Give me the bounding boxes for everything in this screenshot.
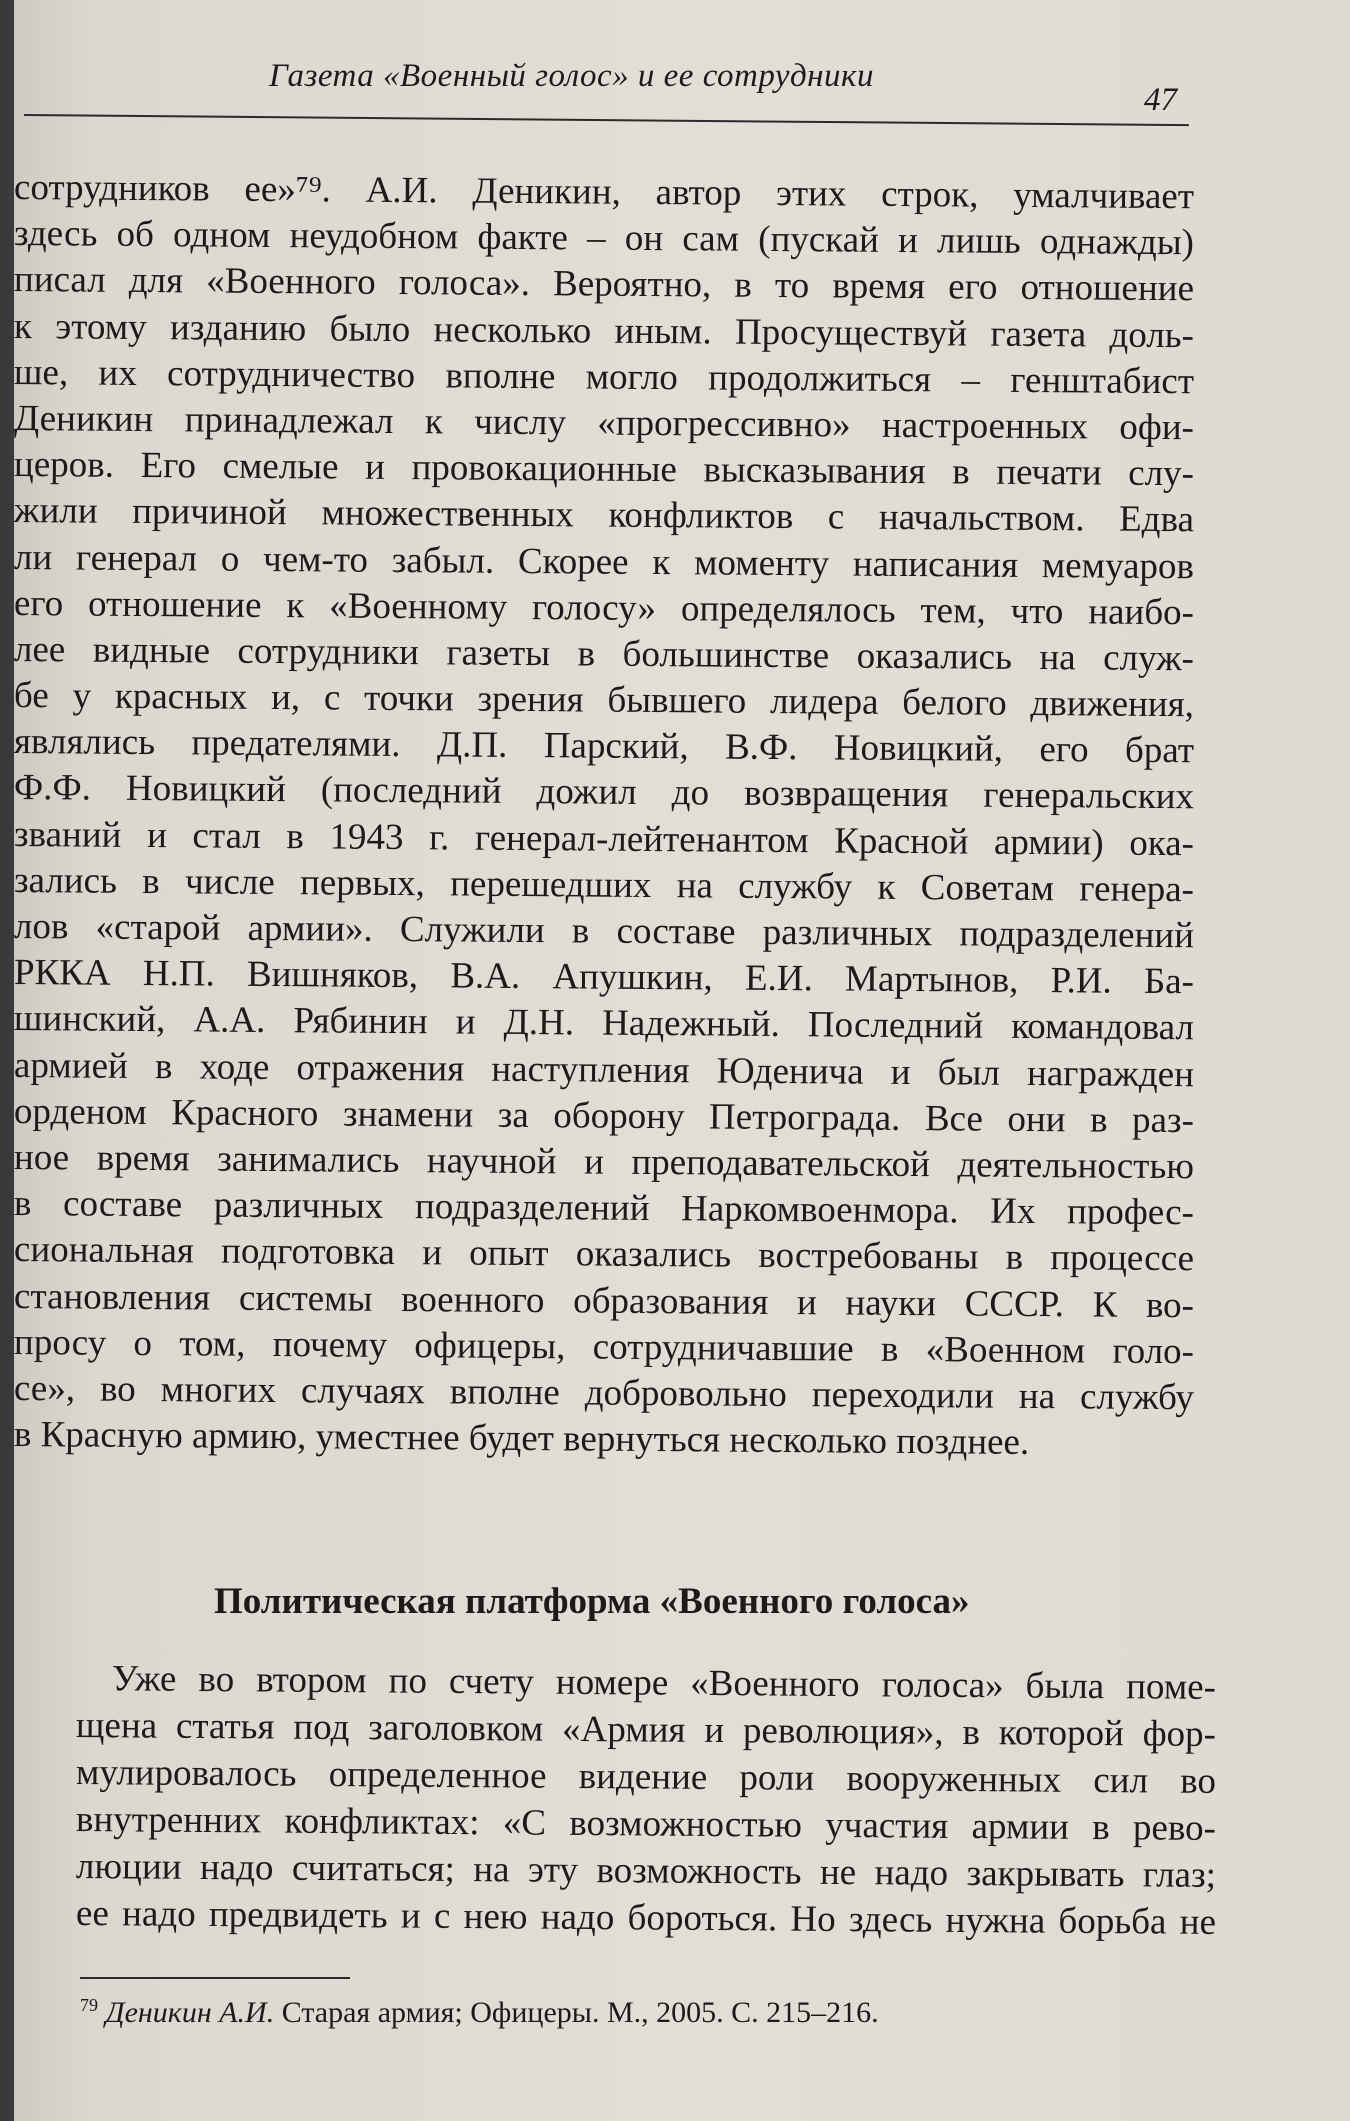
text-line: внутренних конфликтах: «С возможностью участия армии в рево- bbox=[75, 1799, 1217, 1849]
text-line: мулировалось определенное видение роли вооруженных сил во bbox=[75, 1752, 1217, 1802]
text-line: лов «старой армии». Служили в составе различных подразделений bbox=[13, 906, 1195, 957]
text-line: званий и стал в 1943 г. генерал-лейтенантом Красной армии) ока- bbox=[13, 813, 1195, 864]
text-line: писал для «Военного голоса». Вероятно, в то время его отношение bbox=[13, 259, 1195, 310]
text-line: жили причиной множественных конфликтов с начальством. Едва bbox=[13, 490, 1195, 541]
text-line: к этому изданию было несколько иным. Просуществуй газета доль- bbox=[13, 305, 1195, 356]
footnote-rule bbox=[80, 1977, 350, 1979]
text-line: сотрудников ее»⁷⁹. А.И. Деникин, автор этих строк, умалчивает bbox=[13, 167, 1195, 218]
text-line: церов. Его смелые и провокационные высказывания в печати слу- bbox=[13, 444, 1195, 495]
text-line: щена статья под заголовком «Армия и революция», в которой фор- bbox=[75, 1705, 1217, 1755]
text-line: в составе различных подразделений Наркомвоенмора. Их профес- bbox=[13, 1183, 1195, 1234]
text-line: се», во многих случаях вполне добровольно переходили на службу bbox=[13, 1367, 1195, 1419]
footnote-author: Деникин А.И. bbox=[105, 1996, 275, 2029]
text-line: люции надо считаться; на эту возможность не надо закрывать глаз; bbox=[75, 1846, 1217, 1896]
footnote bbox=[80, 1995, 879, 2030]
text-line: лее видные сотрудники газеты в большинстве оказались на служ- bbox=[13, 628, 1195, 680]
text-line: здесь об одном неудобном факте – он сам (пускай и лишь однажды) bbox=[13, 213, 1195, 264]
header-rule bbox=[24, 114, 1189, 126]
text-line: просу о том, почему офицеры, сотрудничавшие в «Военном голо- bbox=[13, 1321, 1195, 1372]
text-line: сиональная подготовка и опыт оказались востребованы в процессе bbox=[13, 1229, 1195, 1280]
text-line: Ф.Ф. Новицкий (последний дожил до возвращения генеральских bbox=[13, 767, 1195, 818]
text-line: орденом Красного знамени за оборону Петрограда. Все они в раз- bbox=[13, 1090, 1195, 1142]
text-line: ли генерал о чем-то забыл. Скорее к моменту написания мемуаров bbox=[13, 536, 1195, 587]
text-line: ее надо предвидеть и с нею надо бороться. Но здесь нужна борьба не bbox=[75, 1893, 1217, 1943]
text-line: в Красную армию, уместнее будет вернуться несколько позднее. bbox=[13, 1414, 1030, 1464]
running-title: Газета «Военный голос» и ее сотрудники bbox=[269, 58, 874, 94]
text-line: становления системы военного образования и науки СССР. К во- bbox=[13, 1275, 1195, 1326]
text-line: Деникин принадлежал к числу «прогрессивно» настроенных офи- bbox=[13, 397, 1195, 449]
page-number: 47 bbox=[1144, 82, 1177, 118]
text-line: Уже во втором по счету номере «Военного голоса» была поме- bbox=[111, 1658, 1217, 1708]
text-line: армией в ходе отражения наступления Юденича и был награжден bbox=[13, 1044, 1195, 1095]
section-heading: Политическая платформа «Военного голоса» bbox=[214, 1581, 970, 1622]
text-line: шинский, А.А. Рябинин и Д.Н. Надежный. Последний командовал bbox=[13, 998, 1195, 1049]
book-page bbox=[14, 0, 1350, 2121]
text-line: зались в числе первых, перешедших на службу к Советам генера- bbox=[13, 859, 1195, 911]
paragraph-2 bbox=[75, 1655, 1217, 1943]
text-line: бе у красных и, с точки зрения бывшего лидера белого движения, bbox=[13, 675, 1195, 726]
text-line: являлись предателями. Д.П. Парский, В.Ф. Новицкий, его брат bbox=[13, 721, 1195, 772]
text-line: его отношение к «Военному голосу» определялось тем, что наибо- bbox=[13, 582, 1195, 633]
text-line: РККА Н.П. Вишняков, В.А. Апушкин, Е.И. Мартынов, Р.И. Ба- bbox=[13, 952, 1195, 1003]
text-line: ше, их сотрудничество вполне могло продолжиться – генштабист bbox=[13, 351, 1195, 403]
paragraph-1 bbox=[13, 165, 1195, 1464]
text-line: ное время занимались научной и преподавательской деятельностью bbox=[13, 1136, 1195, 1188]
footnote-text: Старая армия; Офицеры. М., 2005. С. 215–216. bbox=[274, 1996, 879, 2029]
footnote-number: 79 bbox=[80, 1995, 98, 2015]
